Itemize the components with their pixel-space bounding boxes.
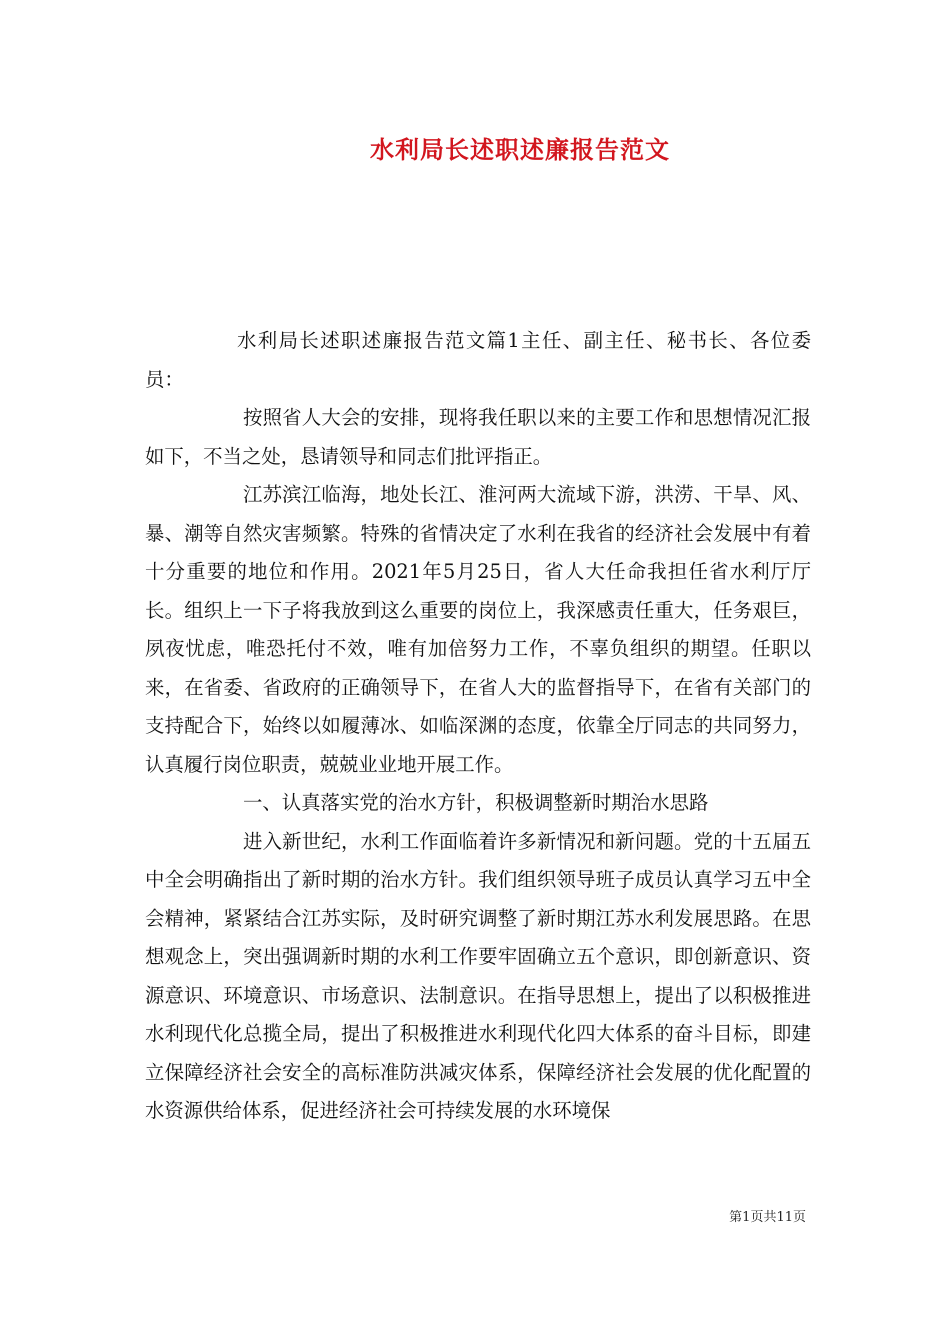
document-body: [145, 322, 811, 1131]
paragraph-background: 江苏滨江临海，地处长江、淮河两大流域下游，洪涝、干旱、风、暴、潮等自然灾害频繁。特殊的省情决定了水利在我省的经济社会发展中有着十分重要的地位和作用。2021年5月25日，省人大任命我担任省水利厅厅长。组织上一下子将我放到这么重要的岗位上，我深感责任重大，任务艰巨，夙夜忧虑，唯恐托付不效，唯有加倍努力工作，不辜负组织的期望。任职以来，在省委、省政府的正确领导下，在省人大的监督指导下，在省有关部门的支持配合下，始终以如履薄冰、如临深渊的态度，依靠全厅同志的共同努力，认真履行岗位职责，兢兢业业地开展工作。: [145, 483, 811, 776]
document-title: 水利局长述职述廉报告范文: [370, 135, 670, 164]
paragraph-section-1: 进入新世纪，水利工作面临着许多新情况和新问题。党的十五届五中全会明确指出了新时期的治水方针。我们组织领导班子成员认真学习五中全会精神，紧紧结合江苏实际，及时研究调整了新时期江苏水利发展思路。在思想观念上，突出强调新时期的水利工作要牢固确立五个意识，即创新意识、资源意识、环境意识、市场意识、法制意识。在指导思想上，提出了以积极推进水利现代化总揽全局，提出了积极推进水利现代化四大体系的奋斗目标，即建立保障经济社会安全的高标准防洪减灾体系，保障经济社会发展的优化配置的水资源供给体系，促进经济社会可持续发展的水环境保: [145, 829, 811, 1122]
page-number: 第1页共11页: [729, 1210, 806, 1225]
section-heading-1: 一、认真落实党的治水方针，积极调整新时期治水思路: [243, 791, 709, 814]
paragraph-salutation: 水利局长述职述廉报告范文篇1主任、副主任、秘书长、各位委员：: [145, 329, 811, 391]
paragraph-intro: 按照省人大会的安排，现将我任职以来的主要工作和思想情况汇报如下，不当之处，恳请领导和同志们批评指正。: [145, 406, 811, 468]
